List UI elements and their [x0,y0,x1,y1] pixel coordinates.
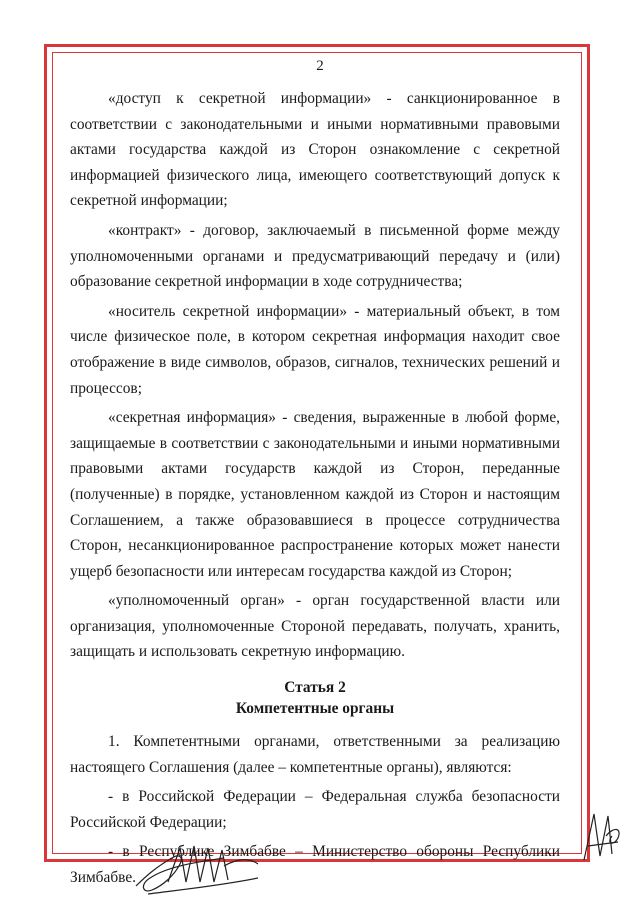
definition-secret-info: «секретная информация» - сведения, выраженные в любой форме, защищаемые в соответствии с законодательными и иными нормативными правовыми актами государств каждой из Сторон, переданные (полученные) в порядке, установленном каждой из Сторон и настоящим Соглашением, а также образовавшиеся в процессе сотрудничества Сторон, несанкционированное распространение которых может нанести ущерб безопасности или интересам государства каждой из Сторон; [70,409,560,580]
signature-left [128,836,278,900]
definition-authorized-body: «уполномоченный орган» - орган государственной власти или организация, уполномоченные Стороной передавать, получать, хранить, защищать и использовать секретную информацию. [70,592,560,661]
article-paragraph-russia: - в Российской Федерации – Федеральная служба безопасности Российской Федерации; [70,788,560,831]
article-title: Компетентные органы [235,700,395,718]
document-body [70,86,560,895]
definition-access: «доступ к секретной информации» - санкционированное в соответствии с законодательными и иными нормативными правовыми актами государства каждой из Сторон ознакомление с секретной информацией физического лица, имеющего соответствующий допуск к секретной информации; [70,90,560,210]
definition-contract: «контракт» - договор, заключаемый в письменной форме между уполномоченными органами и предусматривающий передачу и (или) образование секретной информации в ходе сотрудничества; [70,221,560,291]
article-paragraph-1: 1. Компетентными органами, ответственными за реализацию настоящего Соглашения (далее – компетентные органы), являются: [70,733,560,776]
page-number: 2 [316,58,324,74]
definition-carrier: «носитель секретной информации» - материальный объект, в том числе физическое поле, в котором секретная информация находит свое отображение в виде символов, образов, сигналов, технических решений и процессов; [70,302,560,397]
article-paragraph-zimbabwe: - в Республике Зимбабве – Министерство обороны Республики Зимбабве. [70,843,560,887]
article-heading [70,677,560,719]
article-number: Статья 2 [284,679,346,697]
initials-right [578,806,626,866]
